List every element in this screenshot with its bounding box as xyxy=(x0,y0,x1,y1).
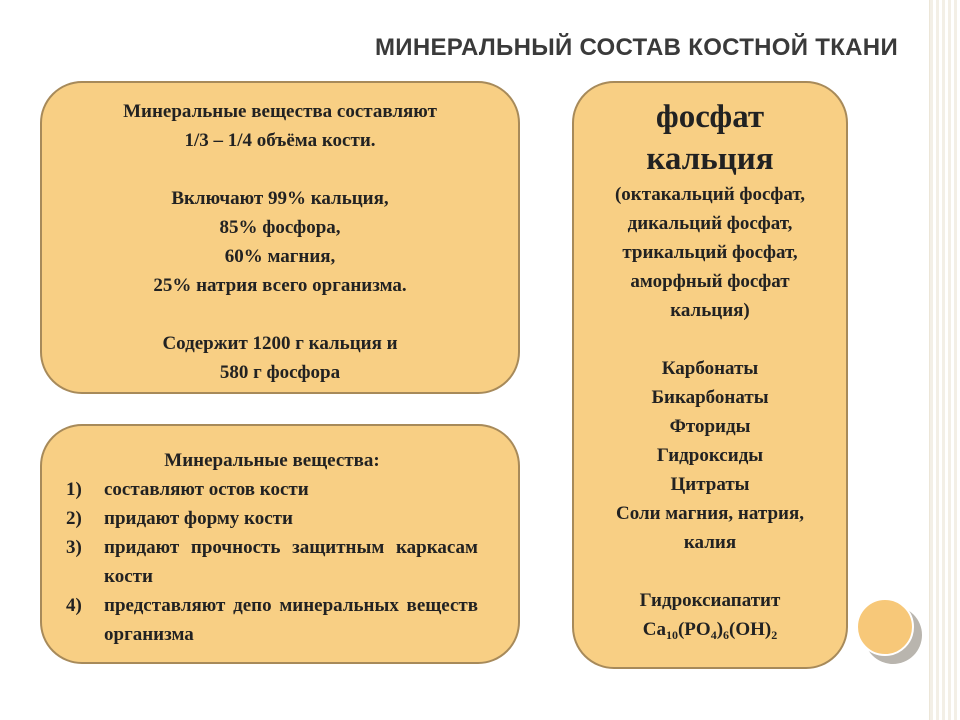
sub-line: кальция) xyxy=(670,300,750,321)
formula-po-close: ) xyxy=(716,619,724,640)
heading-line: фосфат xyxy=(655,99,765,135)
compound-item: Бикарбонаты xyxy=(651,387,769,408)
list-item-number: 1) xyxy=(66,479,82,500)
list-item xyxy=(66,504,478,533)
text-line: 85% фосфора, xyxy=(219,217,341,238)
list-item-number: 3) xyxy=(66,537,82,558)
list-title: Минеральные вещества: xyxy=(164,450,380,471)
list-item-text: представляют депо минеральных веществ организма xyxy=(104,595,478,645)
decorative-stripes xyxy=(930,0,960,720)
text-line: Минеральные вещества составляют xyxy=(123,101,437,122)
sub-line: дикальций фосфат, xyxy=(627,213,793,234)
formula-ca-subscript: 10 xyxy=(665,628,678,642)
text-line: Содержит 1200 г кальция и xyxy=(162,333,398,354)
list-item-text: придают форму кости xyxy=(104,508,293,529)
compound-item: калия xyxy=(683,532,737,553)
formula-po-subscript: 4 xyxy=(710,628,717,642)
formula-po4-count: 6 xyxy=(723,628,730,642)
text-line: 25% натрия всего организма. xyxy=(153,275,407,296)
compound-item: Фториды xyxy=(669,416,751,437)
text-line: 60% магния, xyxy=(224,246,336,267)
list-item xyxy=(66,533,478,591)
text-line: 1/3 – 1/4 объёма кости. xyxy=(184,130,376,151)
formula-oh-count: 2 xyxy=(771,628,778,642)
compound-item: Карбонаты xyxy=(661,358,759,379)
heading-line: кальция xyxy=(646,141,774,177)
mineral-functions-box xyxy=(40,424,520,664)
text-line: 580 г фосфора xyxy=(219,362,341,383)
functions-list xyxy=(66,475,478,649)
sub-line: аморфный фосфат xyxy=(630,271,790,292)
hydroxyapatite-label: Гидроксиапатит xyxy=(639,590,781,611)
decorative-edge-line xyxy=(929,0,930,720)
mineral-volume-box xyxy=(40,81,520,394)
sub-line: (октакальций фосфат, xyxy=(614,184,806,205)
compound-item: Цитраты xyxy=(670,474,750,495)
list-item xyxy=(66,475,478,504)
list-item-number: 2) xyxy=(66,508,82,529)
formula-ca: Ca xyxy=(642,619,666,640)
decorative-circle xyxy=(856,598,914,656)
compound-item: Соли магния, натрия, xyxy=(615,503,804,524)
hydroxyapatite-formula xyxy=(574,615,846,644)
formula-oh: (OH) xyxy=(729,619,772,640)
list-item-text: придают прочность защитным каркасам кости xyxy=(104,537,478,587)
list-item xyxy=(66,591,478,649)
calcium-phosphate-box xyxy=(572,81,848,669)
list-item-number: 4) xyxy=(66,595,82,616)
formula-po: (PO xyxy=(677,619,711,640)
slide-title: МИНЕРАЛЬНЫЙ СОСТАВ КОСТНОЙ ТКАНИ xyxy=(374,34,898,61)
sub-line: трикальций фосфат, xyxy=(622,242,798,263)
list-item-text: составляют остов кости xyxy=(104,479,309,500)
compound-item: Гидроксиды xyxy=(656,445,764,466)
text-line: Включают 99% кальция, xyxy=(171,188,389,209)
